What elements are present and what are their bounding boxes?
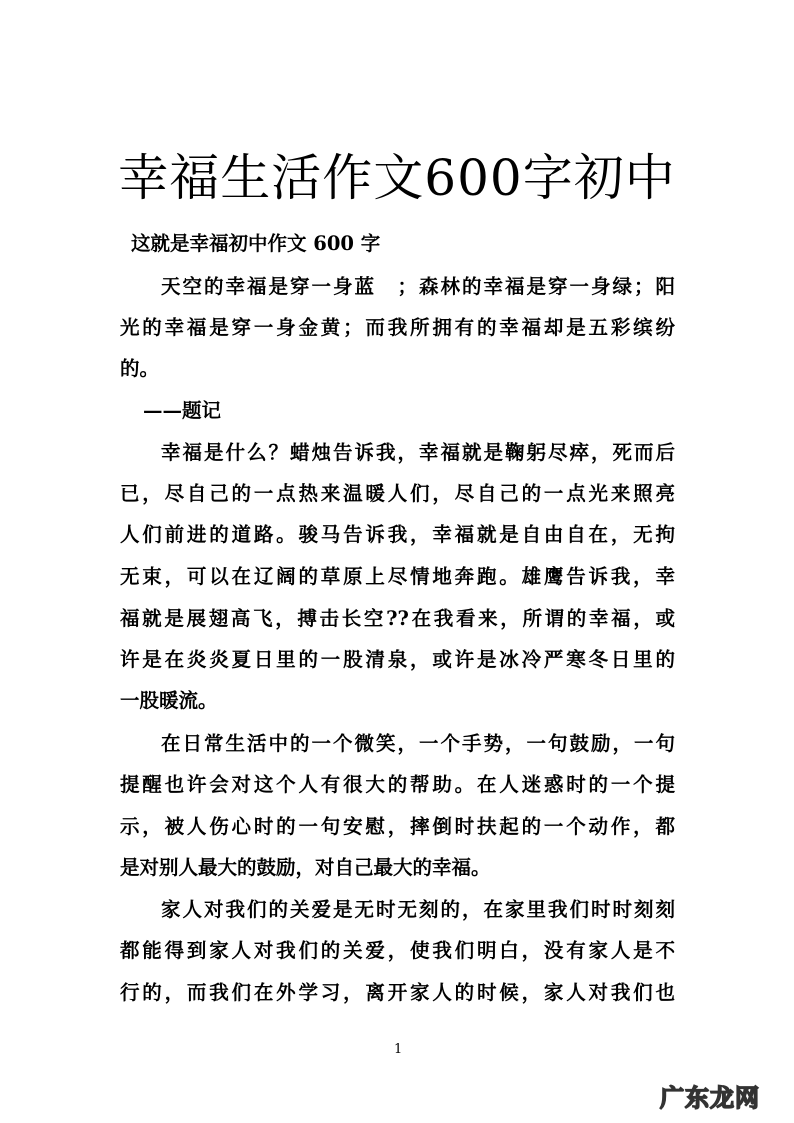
paragraph-line: 幸福是什么？蜡烛告诉我，幸福就是鞠躬尽瘁，死而后	[161, 441, 675, 464]
paragraph-line: 的。	[120, 357, 160, 380]
paragraph-line: 福就是展翅高飞，搏击长空??在我看来，所谓的幸福，或	[120, 607, 675, 630]
paragraph-line: 都能得到家人对我们的关爱，使我们明白，没有家人是不	[120, 939, 675, 962]
paragraph-line: 是对别人最大的鼓励，对自己最大的幸福。	[120, 856, 491, 879]
paragraph-line: 行的，而我们在外学习，离开家人的时候，家人对我们也	[120, 981, 675, 1004]
paragraph-line: 无束，可以在辽阔的草原上尽情地奔跑。雄鹰告诉我，幸	[120, 565, 675, 588]
paragraph-line: 光的幸福是穿一身金黄；而我所拥有的幸福却是五彩缤纷	[120, 316, 675, 339]
paragraph-line: 一股暖流。	[120, 689, 218, 712]
epigraph-attribution: ——题记	[143, 399, 222, 422]
paragraph-line: 许是在炎炎夏日里的一股清泉，或许是冰冷严寒冬日里的	[120, 648, 675, 671]
paragraph-line: 人们前进的道路。骏马告诉我，幸福就是自由自在，无拘	[120, 523, 675, 546]
paragraph-line: 家人对我们的关爱是无时无刻的，在家里我们时时刻刻	[161, 898, 675, 921]
watermark-logo: 广东龙网	[660, 1084, 760, 1112]
document-title: 幸福生活作文600字初中	[118, 149, 676, 207]
paragraph-line: 示，被人伤心时的一句安慰，摔倒时扶起的一个动作，都	[120, 815, 675, 838]
paragraph-line: 已，尽自己的一点热来温暖人们，尽自己的一点光来照亮	[120, 482, 675, 505]
document-subtitle: 这就是幸福初中作文 600 字	[131, 232, 381, 255]
paragraph-line: 天空的幸福是穿一身蓝 ；森林的幸福是穿一身绿；阳	[161, 275, 675, 298]
page-number: 1	[394, 1042, 403, 1057]
paragraph-line: 提醒也许会对这个人有很大的帮助。在人迷惑时的一个提	[120, 773, 675, 796]
paragraph-line: 在日常生活中的一个微笑，一个手势，一句鼓励，一句	[161, 732, 675, 755]
